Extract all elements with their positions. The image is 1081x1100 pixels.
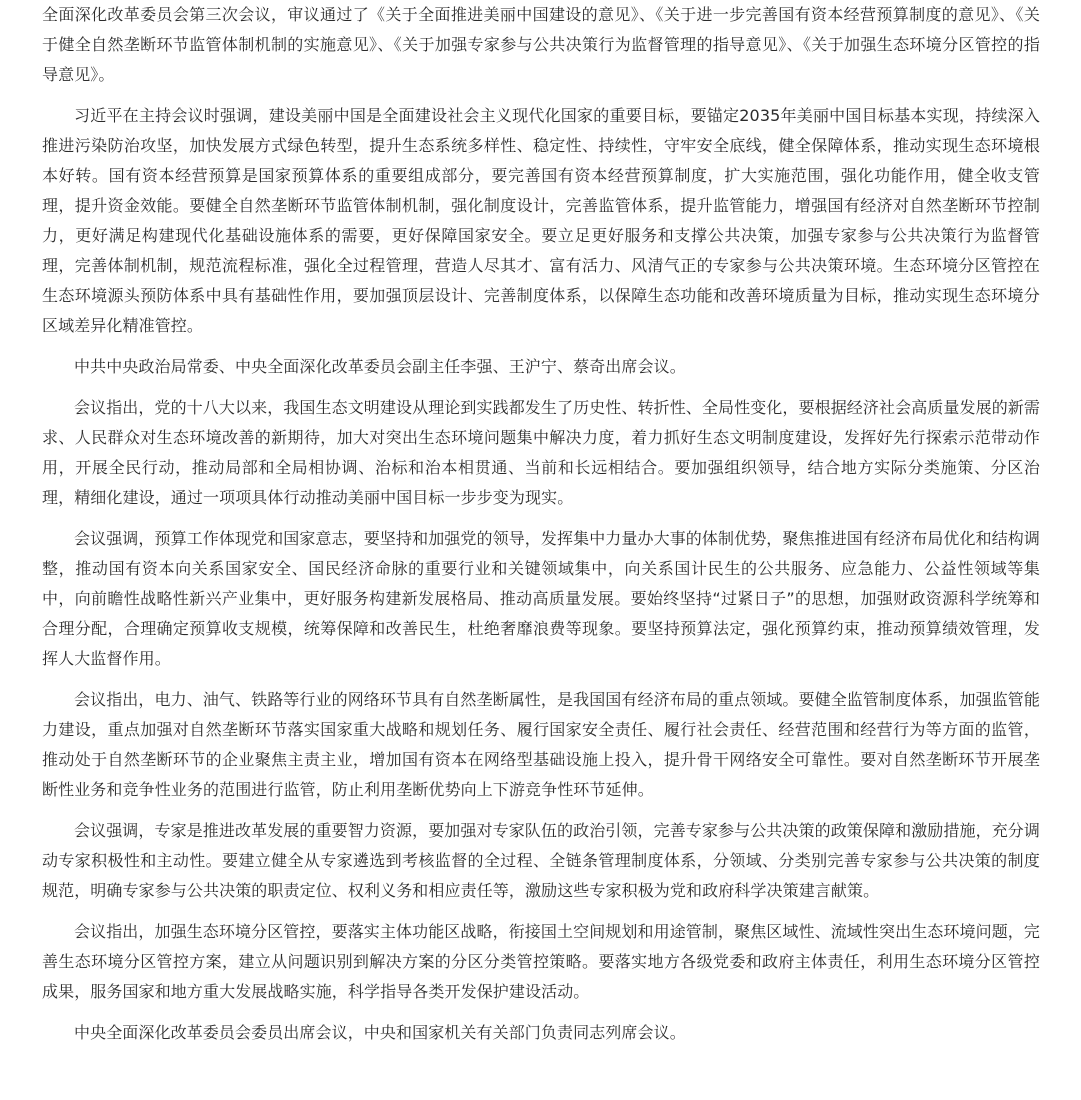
article-paragraph: 中央全面深化改革委员会委员出席会议，中央和国家机关有关部门负责同志列席会议。 [74,1023,686,1042]
article-paragraph: 会议强调，预算工作体现党和国家意志，要坚持和加强党的领导，发挥集中力量办大事的体制优势，聚焦推进国有经济布局优化和结构调整，推动国有资本向关系国家安全、国民经济命脉的重要行业和关键领域集中，向关系国计民生的公共服务、应急能力、公益性领域等集中，向前瞻性战略性新兴产业集中，更好服务构建新发展格局、推动高质量发展。要始终坚持“过紧日子”的思想，加强财政资源科学统筹和合理分配，合理确定预算收支规模，统筹保障和改善民生，杜绝奢靡浪费等现象。要坚持预算法定，强化预算约束，推动预算绩效管理，发挥人大监督作用。 [42,529,1041,668]
article-paragraph: 会议指出，加强生态环境分区管控，要落实主体功能区战略，衔接国土空间规划和用途管制，聚焦区域性、流域性突出生态环境问题，完善生态环境分区管控方案，建立从问题识别到解决方案的分区分类管控策略。要落实地方各级党委和政府主体责任，利用生态环境分区管控成果，服务国家和地方重大发展战略实施，科学指导各类开发保护建设活动。 [42,922,1041,1001]
article-body [42,0,1040,1059]
article-paragraph: 中共中央政治局常委、中央全面深化改革委员会副主任李强、王沪宁、蔡奇出席会议。 [74,357,686,376]
article-paragraph: 会议指出，电力、油气、铁路等行业的网络环节具有自然垄断属性，是我国国有经济布局的重点领域。要健全监管制度体系，加强监管能力建设，重点加强对自然垄断环节落实国家重大战略和规划任务、履行国家安全责任、履行社会责任、经营范围和经营行为等方面的监管，推动处于自然垄断环节的企业聚焦主责主业，增加国有资本在网络型基础设施上投入，提升骨干网络安全可靠性。要对自然垄断环节开展垄断性业务和竞争性业务的范围进行监管，防止利用垄断优势向上下游竞争性环节延伸。 [42,690,1041,799]
article-paragraph: 习近平在主持会议时强调，建设美丽中国是全面建设社会主义现代化国家的重要目标，要锚定2035年美丽中国目标基本实现，持续深入推进污染防治攻坚，加快发展方式绿色转型，提升生态系统多样性、稳定性、持续性，守牢安全底线，健全保障体系，推动实现生态环境根本好转。国有资本经营预算是国家预算体系的重要组成部分，要完善国有资本经营预算制度，扩大实施范围，强化功能作用，健全收支管理，提升资金效能。要健全自然垄断环节监管体制机制，强化制度设计，完善监管体系，提升监管能力，增强国有经济对自然垄断环节控制力，更好满足构建现代化基础设施体系的需要，更好保障国家安全。要立足更好服务和支撑公共决策，加强专家参与公共决策行为监督管理，完善体制机制，规范流程标准，强化全过程管理，营造人尽其才、富有活力、风清气正的专家参与公共决策环境。生态环境分区管控在生态环境源头预防体系中具有基础性作用，要加强顶层设计、完善制度体系，以保障生态功能和改善环境质量为目标，推动实现生态环境分区域差异化精准管控。 [42,106,1040,335]
article-paragraph: 会议指出，党的十八大以来，我国生态文明建设从理论到实践都发生了历史性、转折性、全局性变化，要根据经济社会高质量发展的新需求、人民群众对生态环境改善的新期待，加大对突出生态环境问题集中解决力度，着力抓好生态文明制度建设，发挥好先行探索示范带动作用，开展全民行动，推动局部和全局相协调、治标和治本相贯通、当前和长远相结合。要加强组织领导，结合地方实际分类施策、分区治理，精细化建设，通过一项项具体行动推动美丽中国目标一步步变为现实。 [42,398,1041,507]
article-paragraph: 会议强调，专家是推进改革发展的重要智力资源，要加强对专家队伍的政治引领，完善专家参与公共决策的政策保障和激励措施，充分调动专家积极性和主动性。要建立健全从专家遴选到考核监督的全过程、全链条管理制度体系，分领域、分类别完善专家参与公共决策的制度规范，明确专家参与公共决策的职责定位、权利义务和相应责任等，激励这些专家积极为党和政府科学决策建言献策。 [42,821,1041,900]
article-paragraph: 全面深化改革委员会第三次会议，审议通过了《关于全面推进美丽中国建设的意见》、《关于进一步完善国有资本经营预算制度的意见》、《关于健全自然垄断环节监管体制机制的实施意见》、《关于加强专家参与公共决策行为监督管理的指导意见》、《关于加强生态环境分区管控的指导意见》。 [42,5,1040,84]
